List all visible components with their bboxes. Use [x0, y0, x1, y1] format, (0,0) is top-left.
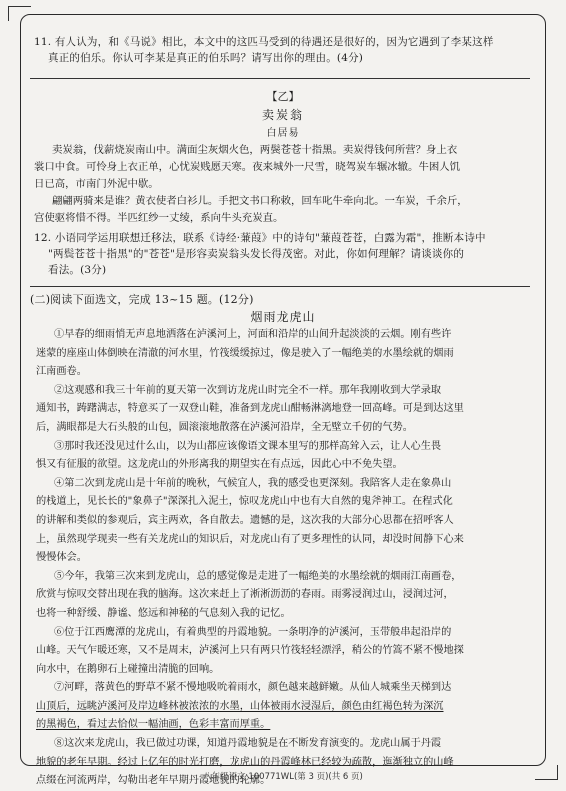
text-line: 向水中，在鹅卵石上碰撞出清脆的回响。 [36, 663, 220, 675]
answer-line [30, 286, 530, 287]
text-line: ⑥位于江西鹰潭的龙虎山，有着典型的丹霞地貌。一条明净的泸溪河，玉带般串起沿岸的 [54, 626, 452, 638]
poem-line: 日已高，市南门外泥中歇。 [34, 178, 159, 190]
article-body [36, 326, 530, 791]
text-line: 惧又有征服的欲望。这龙虎山的外形离我的期望实在有点远，因此心中不免失望。 [36, 459, 403, 471]
section-label: 【乙】 [266, 90, 300, 103]
paragraph-3 [36, 438, 530, 475]
poem-line: 裳口中食。可怜身上衣正单，心忧炭贱愿天寒。夜来城外一尺雪，晓驾炭车辗冰辙。牛困人饥 [34, 161, 461, 173]
text-line: 后，满眼都是大石头般的山包，圆滚滚地散落在泸溪河沿岸，全无壁立千仞的气势。 [36, 421, 413, 433]
text-line: 也将一种舒缓、静谧、悠远和神秘的气息刻入我的记忆。 [36, 607, 291, 619]
text-line: 的讲解和类似的参观后，宾主两欢，各自散去。遗憾的是，这次我的大部分心思都在招呼客人 [36, 514, 454, 526]
text-line: 江南画卷。 [36, 366, 87, 378]
reading-header: (二)阅读下面选文，完成 13~15 题。(12分) [30, 293, 254, 306]
poem-body [34, 142, 530, 227]
paragraph-2 [36, 382, 530, 438]
page-footer: 八年级语文 100771WL(第 3 页)(共 6 页) [203, 772, 363, 782]
question-line: "两鬓苍苍十指黑"的"苍苍"是形容卖炭翁头发长得茂密。对此，你如何理解？请谈谈你的 [48, 248, 465, 260]
text-line: 点缀在河流两岸，勾勒出老年早期丹霞地貌的轮廓。 [36, 775, 271, 787]
text-line: ④第二次到龙虎山是十年前的晚秋，气候宜人，我的感受也更深刻。我陪客人走在象鼻山 [54, 477, 452, 489]
paragraph-7 [36, 679, 530, 735]
text-line: ①早春的细雨悄无声息地洒落在泸溪河上，河面和沿岸的山间升起淡淡的云烟。刚有些许 [54, 329, 452, 340]
corner-mark [8, 6, 31, 21]
article-title: 烟雨龙虎山 [250, 310, 316, 324]
poem-line: 宫使驱将惜不得。半匹红纱一丈绫，系向牛头充炭直。 [34, 212, 284, 224]
poem-line: 翩翩两骑来是谁？黄衣使者白衫儿。手把文书口称敕，回车叱牛牵向北。一车炭，千余斤， [52, 195, 468, 207]
text-line: 上，虽然现学现卖一些有关龙虎山的知识后，对龙虎山有了更多理性的认同，却没时间静下心来 [36, 533, 464, 545]
text-line: 欣赏与惊叹交替出现在我的脑海。这次来赶上了淅淅沥沥的春雨。雨雾浸润过山，浸润过河， [36, 589, 454, 601]
text-line: ⑦河畔，落黄色的野草不紧不慢地吸吮着雨水，颜色越来越鲜嫩。从仙人城乘坐天梯到达 [54, 682, 452, 694]
text-line: 迷蒙的座座山体倒映在清澈的河水里，竹筏缓缓掠过，像是驶入了一幅绝美的水墨绘就的烟雨 [36, 347, 454, 359]
question-line: 11. 有人认为，和《马说》相比，本文中的这匹马受到的待遇还是很好的，因为它遇到了李某这样 [34, 36, 494, 48]
poem-line: 卖炭翁，伐薪烧炭南山中。满面尘灰烟火色，两鬓苍苍十指黑。卖炭得钱何所营？身上衣 [52, 144, 458, 156]
paragraph-5 [36, 568, 530, 624]
paragraph-4 [36, 475, 530, 568]
question-line: 真正的伯乐。你认可李某是真正的伯乐吗？请写出你的理由。(4分) [48, 52, 364, 64]
underlined-line: 山顶后，远眺泸溪河及岸边峰林被浓浓的水墨，山体被雨水浸湿后，颜色由红褐色转为深沉 [36, 700, 444, 712]
poem-title: 卖炭翁 [261, 108, 304, 122]
text-line: 的栈道上，见长长的"象鼻子"深深扎入泥土，惊叹龙虎山中也有大自然的鬼斧神工。在程式化 [36, 496, 453, 508]
text-line: 山峰。天气乍暖还寒，又不是周末，泸溪河上只有两只竹筏轻轻漂浮，稍公的竹篙不紧不慢地探 [36, 645, 464, 657]
text-line: 地貌的老年早期。经过上亿年的时光打磨，龙虎山的丹霞峰林已经较为疏散，迤渐独立的山峰 [36, 756, 454, 768]
text-line: ③那时我还没见过什么山，以为山都应该像语文课本里写的那样高耸入云，让人心生畏 [54, 440, 442, 452]
text-line: 慢慢体会。 [36, 552, 87, 564]
text-line: ⑧这次来龙虎山，我已做过功课，知道丹霞地貌是在不断发育演变的。龙虎山属于丹霞 [54, 738, 442, 750]
question-line: 12. 小语同学运用联想迁移法，联系《诗经·蒹葭》中的诗句"蒹葭苍苍，白露为霜"，推断本诗中 [34, 232, 486, 244]
paragraph-6 [36, 624, 530, 680]
underlined-line: 的黑褐色，看过去恰似一幅油画，色彩丰富而厚重。 [36, 719, 271, 731]
text-line: ②这观感和我三十年前的夏天第一次到访龙虎山时完全不一样。那年我刚收到大学录取 [54, 384, 442, 396]
poem-author: 白居易 [266, 128, 300, 139]
paragraph-8 [36, 735, 530, 791]
question-line: 看法。(3分) [48, 264, 107, 276]
question-12 [34, 230, 524, 278]
text-line: ⑤今年，我第三次来到龙虎山，总的感觉像是走进了一幅绝美的水墨绘就的烟雨江南画卷， [54, 570, 462, 582]
question-11 [34, 34, 524, 66]
paragraph-1 [36, 326, 530, 382]
answer-line [30, 78, 530, 79]
text-line: 通知书，踌躇满志，特意买了一双登山鞋，准备到龙虎山酣畅淋漓地登一回高峰。可是到达这里 [36, 403, 464, 415]
